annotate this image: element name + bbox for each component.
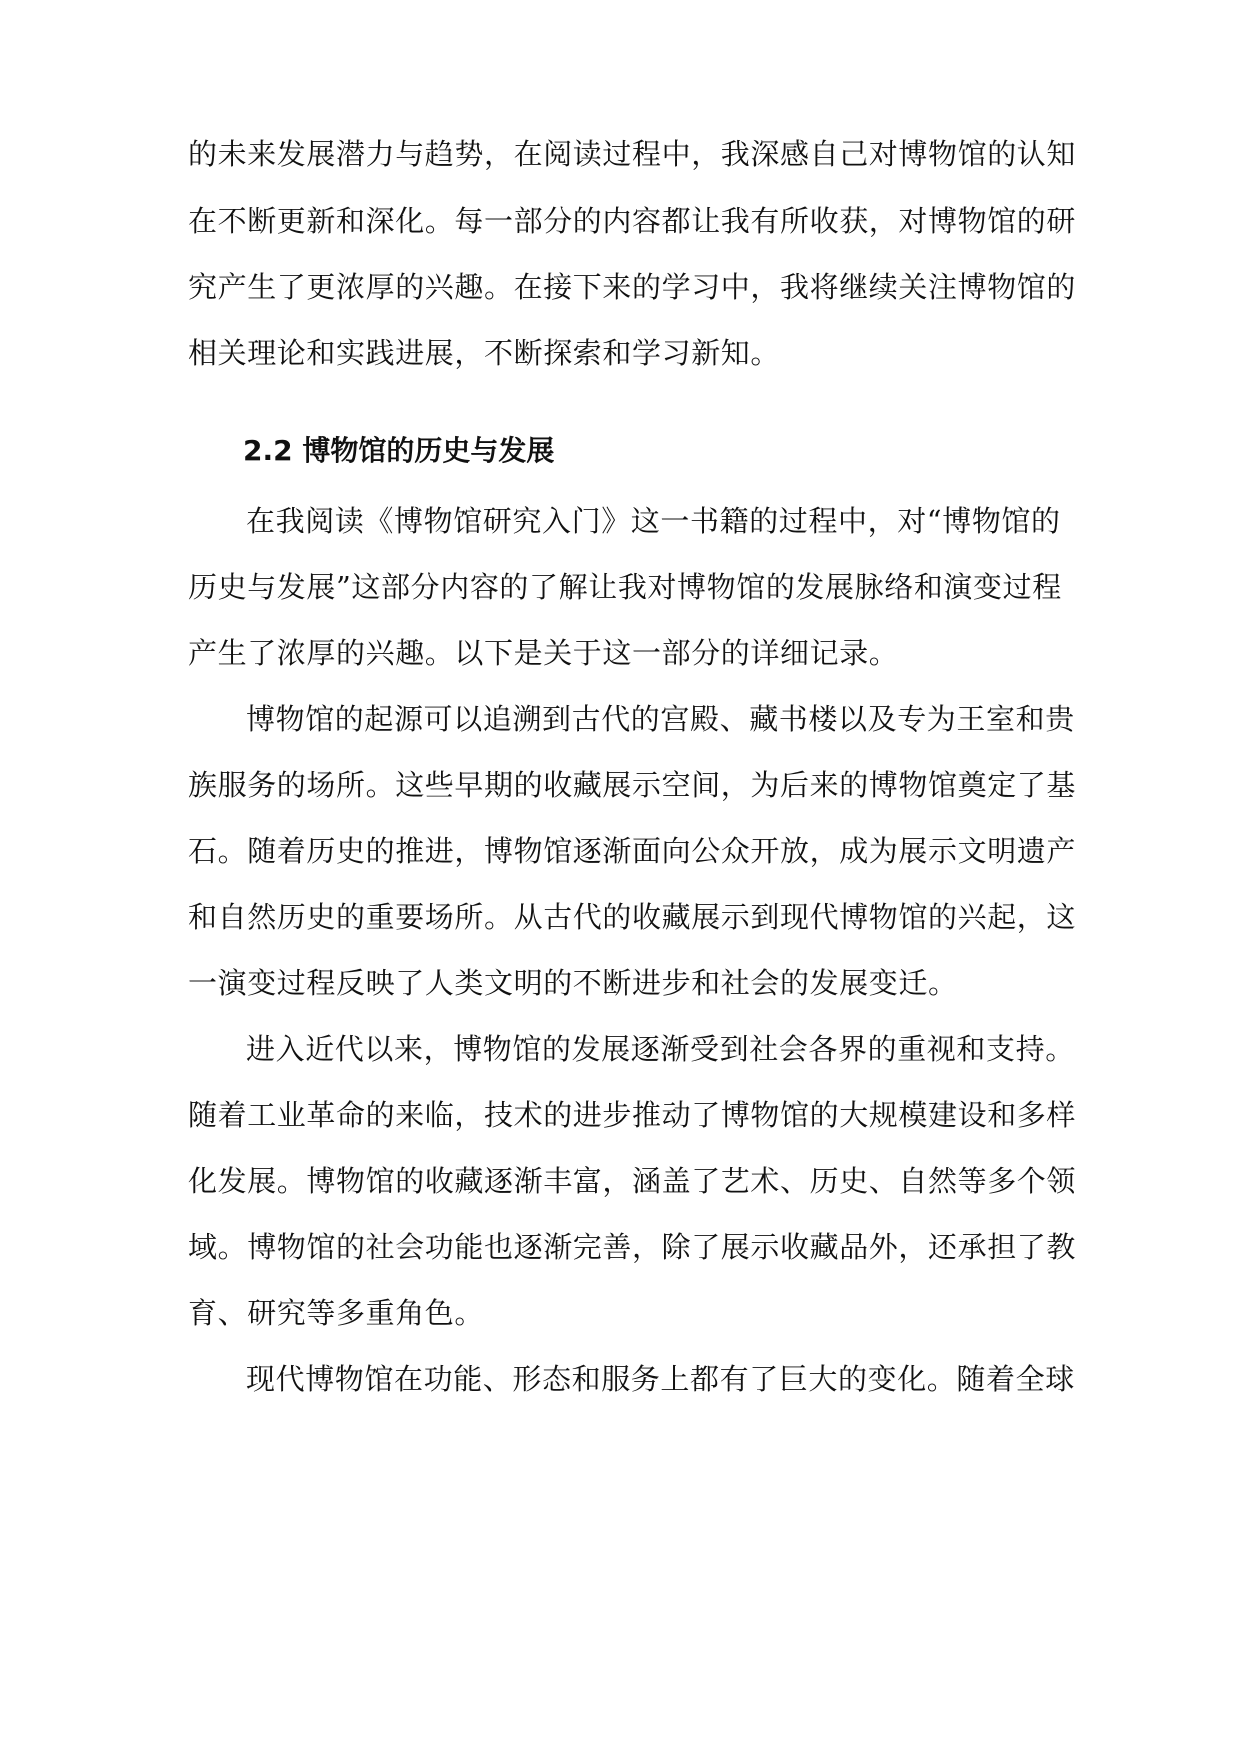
text-line: 究产生了更浓厚的兴趣。在接下来的学习中，我将继续关注博物馆的 [188,270,1077,304]
text-line: 随着工业革命的来临，技术的进步推动了博物馆的大规模建设和多样 [188,1098,1077,1132]
text-line: 和自然历史的重要场所。从古代的收藏展示到现代博物馆的兴起，这 [188,900,1077,934]
text-line: 化发展。博物馆的收藏逐渐丰富，涵盖了艺术、历史、自然等多个领 [188,1164,1077,1198]
text-line: 族服务的场所。这些早期的收藏展示空间，为后来的博物馆奠定了基 [188,768,1077,802]
text-line: 历史与发展”这部分内容的了解让我对博物馆的发展脉络和演变过程 [188,570,1062,604]
text-line: 进入近代以来，博物馆的发展逐渐受到社会各界的重视和支持。 [246,1032,1075,1066]
section-heading: 2.2 博物馆的历史与发展 [243,434,555,467]
text-line: 石。随着历史的推进，博物馆逐渐面向公众开放，成为展示文明遗产 [188,834,1077,868]
text-line: 育、研究等多重角色。 [188,1296,485,1330]
text-line: 在我阅读《博物馆研究入门》这一书籍的过程中，对“博物馆的 [246,504,1061,538]
text-line: 产生了浓厚的兴趣。以下是关于这一部分的详细记录。 [188,636,899,670]
text-line: 域。博物馆的社会功能也逐渐完善，除了展示收藏品外，还承担了教 [188,1230,1077,1264]
text-line: 一演变过程反映了人类文明的不断进步和社会的发展变迁。 [188,966,958,1000]
text-line: 在不断更新和深化。每一部分的内容都让我有所收获，对博物馆的研 [188,204,1077,238]
text-line: 相关理论和实践进展，不断探索和学习新知。 [188,336,781,370]
text-line: 现代博物馆在功能、形态和服务上都有了巨大的变化。随着全球 [246,1362,1075,1396]
text-line: 的未来发展潜力与趋势，在阅读过程中，我深感自己对博物馆的认知 [188,137,1077,171]
text-line: 博物馆的起源可以追溯到古代的宫殿、藏书楼以及专为王室和贵 [246,702,1075,736]
